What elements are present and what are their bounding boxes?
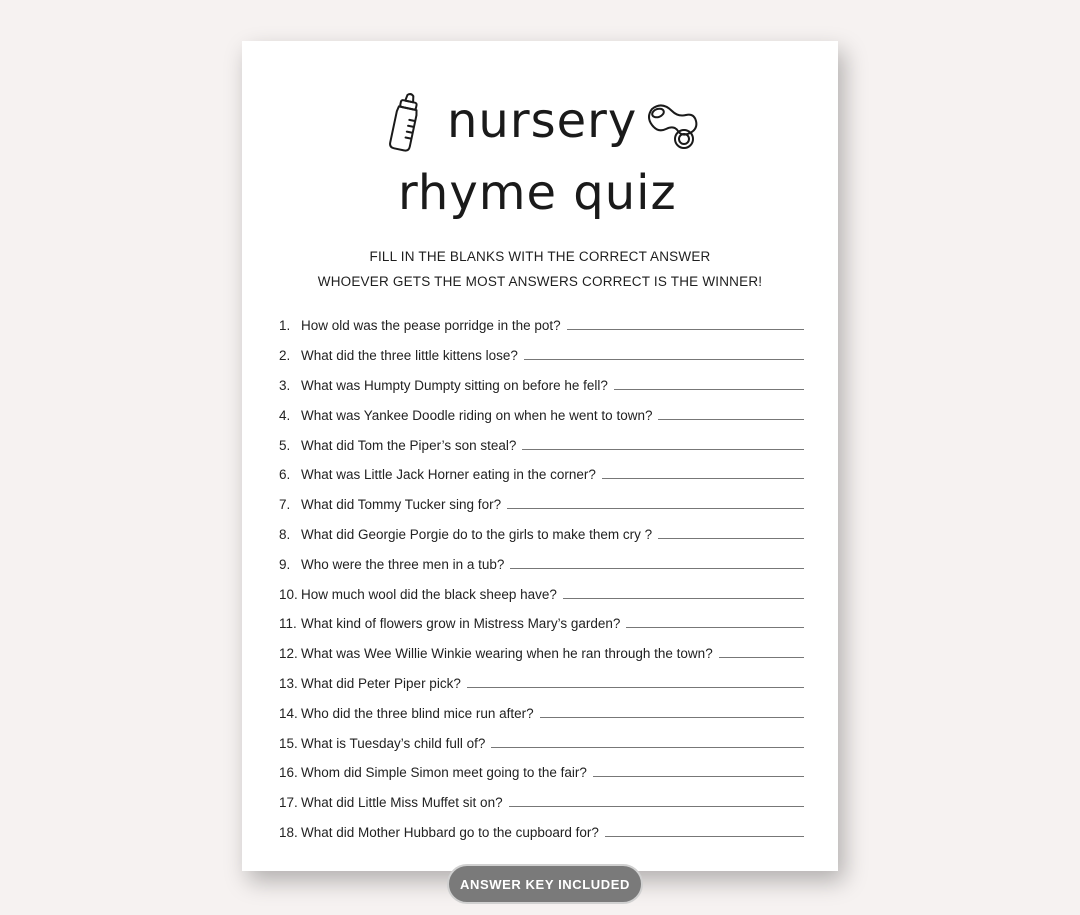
answer-blank[interactable] bbox=[524, 359, 804, 360]
instruction-line-1: FILL IN THE BLANKS WITH THE CORRECT ANSWER bbox=[369, 249, 711, 264]
question-row bbox=[279, 758, 804, 788]
question-text: What was Humpty Dumpty sitting on before he fell? bbox=[301, 377, 608, 393]
question-number: 2. bbox=[279, 348, 291, 364]
question-number: 13. bbox=[279, 675, 298, 691]
question-row bbox=[279, 579, 804, 609]
answer-blank[interactable] bbox=[593, 776, 804, 777]
question-row bbox=[279, 698, 804, 728]
question-number: 11. bbox=[279, 616, 297, 632]
question-text: How old was the pease porridge in the pot? bbox=[301, 318, 561, 334]
answer-blank[interactable] bbox=[491, 747, 804, 748]
question-text: What kind of flowers grow in Mistress Mary’s garden? bbox=[301, 616, 621, 632]
question-number: 1. bbox=[279, 318, 291, 334]
answer-blank[interactable] bbox=[563, 598, 804, 599]
answer-blank[interactable] bbox=[626, 627, 804, 628]
answer-blank[interactable] bbox=[467, 687, 804, 688]
answer-blank[interactable] bbox=[507, 508, 804, 509]
question-row bbox=[279, 371, 804, 401]
question-text: What did Mother Hubbard go to the cupboard for? bbox=[301, 824, 599, 840]
answer-blank[interactable] bbox=[719, 657, 804, 658]
question-number: 9. bbox=[279, 556, 291, 572]
answer-blank[interactable] bbox=[605, 836, 804, 837]
answer-blank[interactable] bbox=[510, 568, 804, 569]
title-line-2: rhyme quiz bbox=[398, 165, 677, 221]
question-number: 17. bbox=[279, 795, 298, 811]
question-text: Who did the three blind mice run after? bbox=[301, 705, 534, 721]
question-number: 14. bbox=[279, 705, 298, 721]
answer-blank[interactable] bbox=[522, 449, 804, 450]
baby-bottle-icon bbox=[382, 91, 428, 155]
instruction-line-2: WHOEVER GETS THE MOST ANSWERS CORRECT IS THE WINNER! bbox=[317, 274, 763, 289]
question-text: What did Tom the Piper’s son steal? bbox=[301, 437, 517, 453]
question-text: What did Peter Piper pick? bbox=[301, 675, 461, 691]
question-row bbox=[279, 669, 804, 699]
question-row bbox=[279, 341, 804, 371]
question-row bbox=[279, 311, 804, 341]
question-list bbox=[279, 311, 804, 847]
question-number: 10. bbox=[279, 586, 298, 602]
pacifier-icon bbox=[644, 99, 706, 159]
question-text: What did Georgie Porgie do to the girls to make them cry ? bbox=[301, 526, 653, 542]
question-text: How much wool did the black sheep have? bbox=[301, 586, 557, 602]
question-number: 8. bbox=[279, 526, 291, 542]
answer-blank[interactable] bbox=[614, 389, 804, 390]
quiz-sheet bbox=[242, 41, 838, 871]
question-row bbox=[279, 728, 804, 758]
question-row bbox=[279, 430, 804, 460]
question-number: 6. bbox=[279, 467, 291, 483]
question-row bbox=[279, 818, 804, 848]
question-row bbox=[279, 520, 804, 550]
question-number: 3. bbox=[279, 377, 291, 393]
question-text: What did the three little kittens lose? bbox=[301, 348, 518, 364]
question-number: 5. bbox=[279, 437, 291, 453]
question-text: What did Tommy Tucker sing for? bbox=[301, 497, 502, 513]
answer-blank[interactable] bbox=[540, 717, 804, 718]
question-text: What was Yankee Doodle riding on when he went to town? bbox=[301, 407, 653, 423]
question-row bbox=[279, 549, 804, 579]
question-row bbox=[279, 609, 804, 639]
question-number: 15. bbox=[279, 735, 298, 751]
question-number: 16. bbox=[279, 765, 298, 781]
question-number: 4. bbox=[279, 407, 291, 423]
question-row bbox=[279, 400, 804, 430]
question-number: 7. bbox=[279, 497, 291, 513]
question-number: 12. bbox=[279, 646, 298, 662]
question-text: Who were the three men in a tub? bbox=[301, 556, 505, 572]
answer-blank[interactable] bbox=[567, 329, 804, 330]
question-text: What did Little Miss Muffet sit on? bbox=[301, 795, 503, 811]
answer-blank[interactable] bbox=[658, 538, 804, 539]
answer-key-badge: ANSWER KEY INCLUDED bbox=[447, 864, 643, 904]
question-row bbox=[279, 639, 804, 669]
answer-blank[interactable] bbox=[509, 806, 804, 807]
answer-blank[interactable] bbox=[602, 478, 804, 479]
question-row bbox=[279, 788, 804, 818]
question-number: 18. bbox=[279, 824, 298, 840]
answer-blank[interactable] bbox=[658, 419, 804, 420]
title-line-1: nursery bbox=[447, 93, 638, 149]
question-row bbox=[279, 460, 804, 490]
question-text: What is Tuesday’s child full of? bbox=[301, 735, 486, 751]
question-text: What was Little Jack Horner eating in the corner? bbox=[301, 467, 596, 483]
question-row bbox=[279, 490, 804, 520]
question-text: Whom did Simple Simon meet going to the fair? bbox=[301, 765, 587, 781]
question-text: What was Wee Willie Winkie wearing when he ran through the town? bbox=[301, 646, 713, 662]
